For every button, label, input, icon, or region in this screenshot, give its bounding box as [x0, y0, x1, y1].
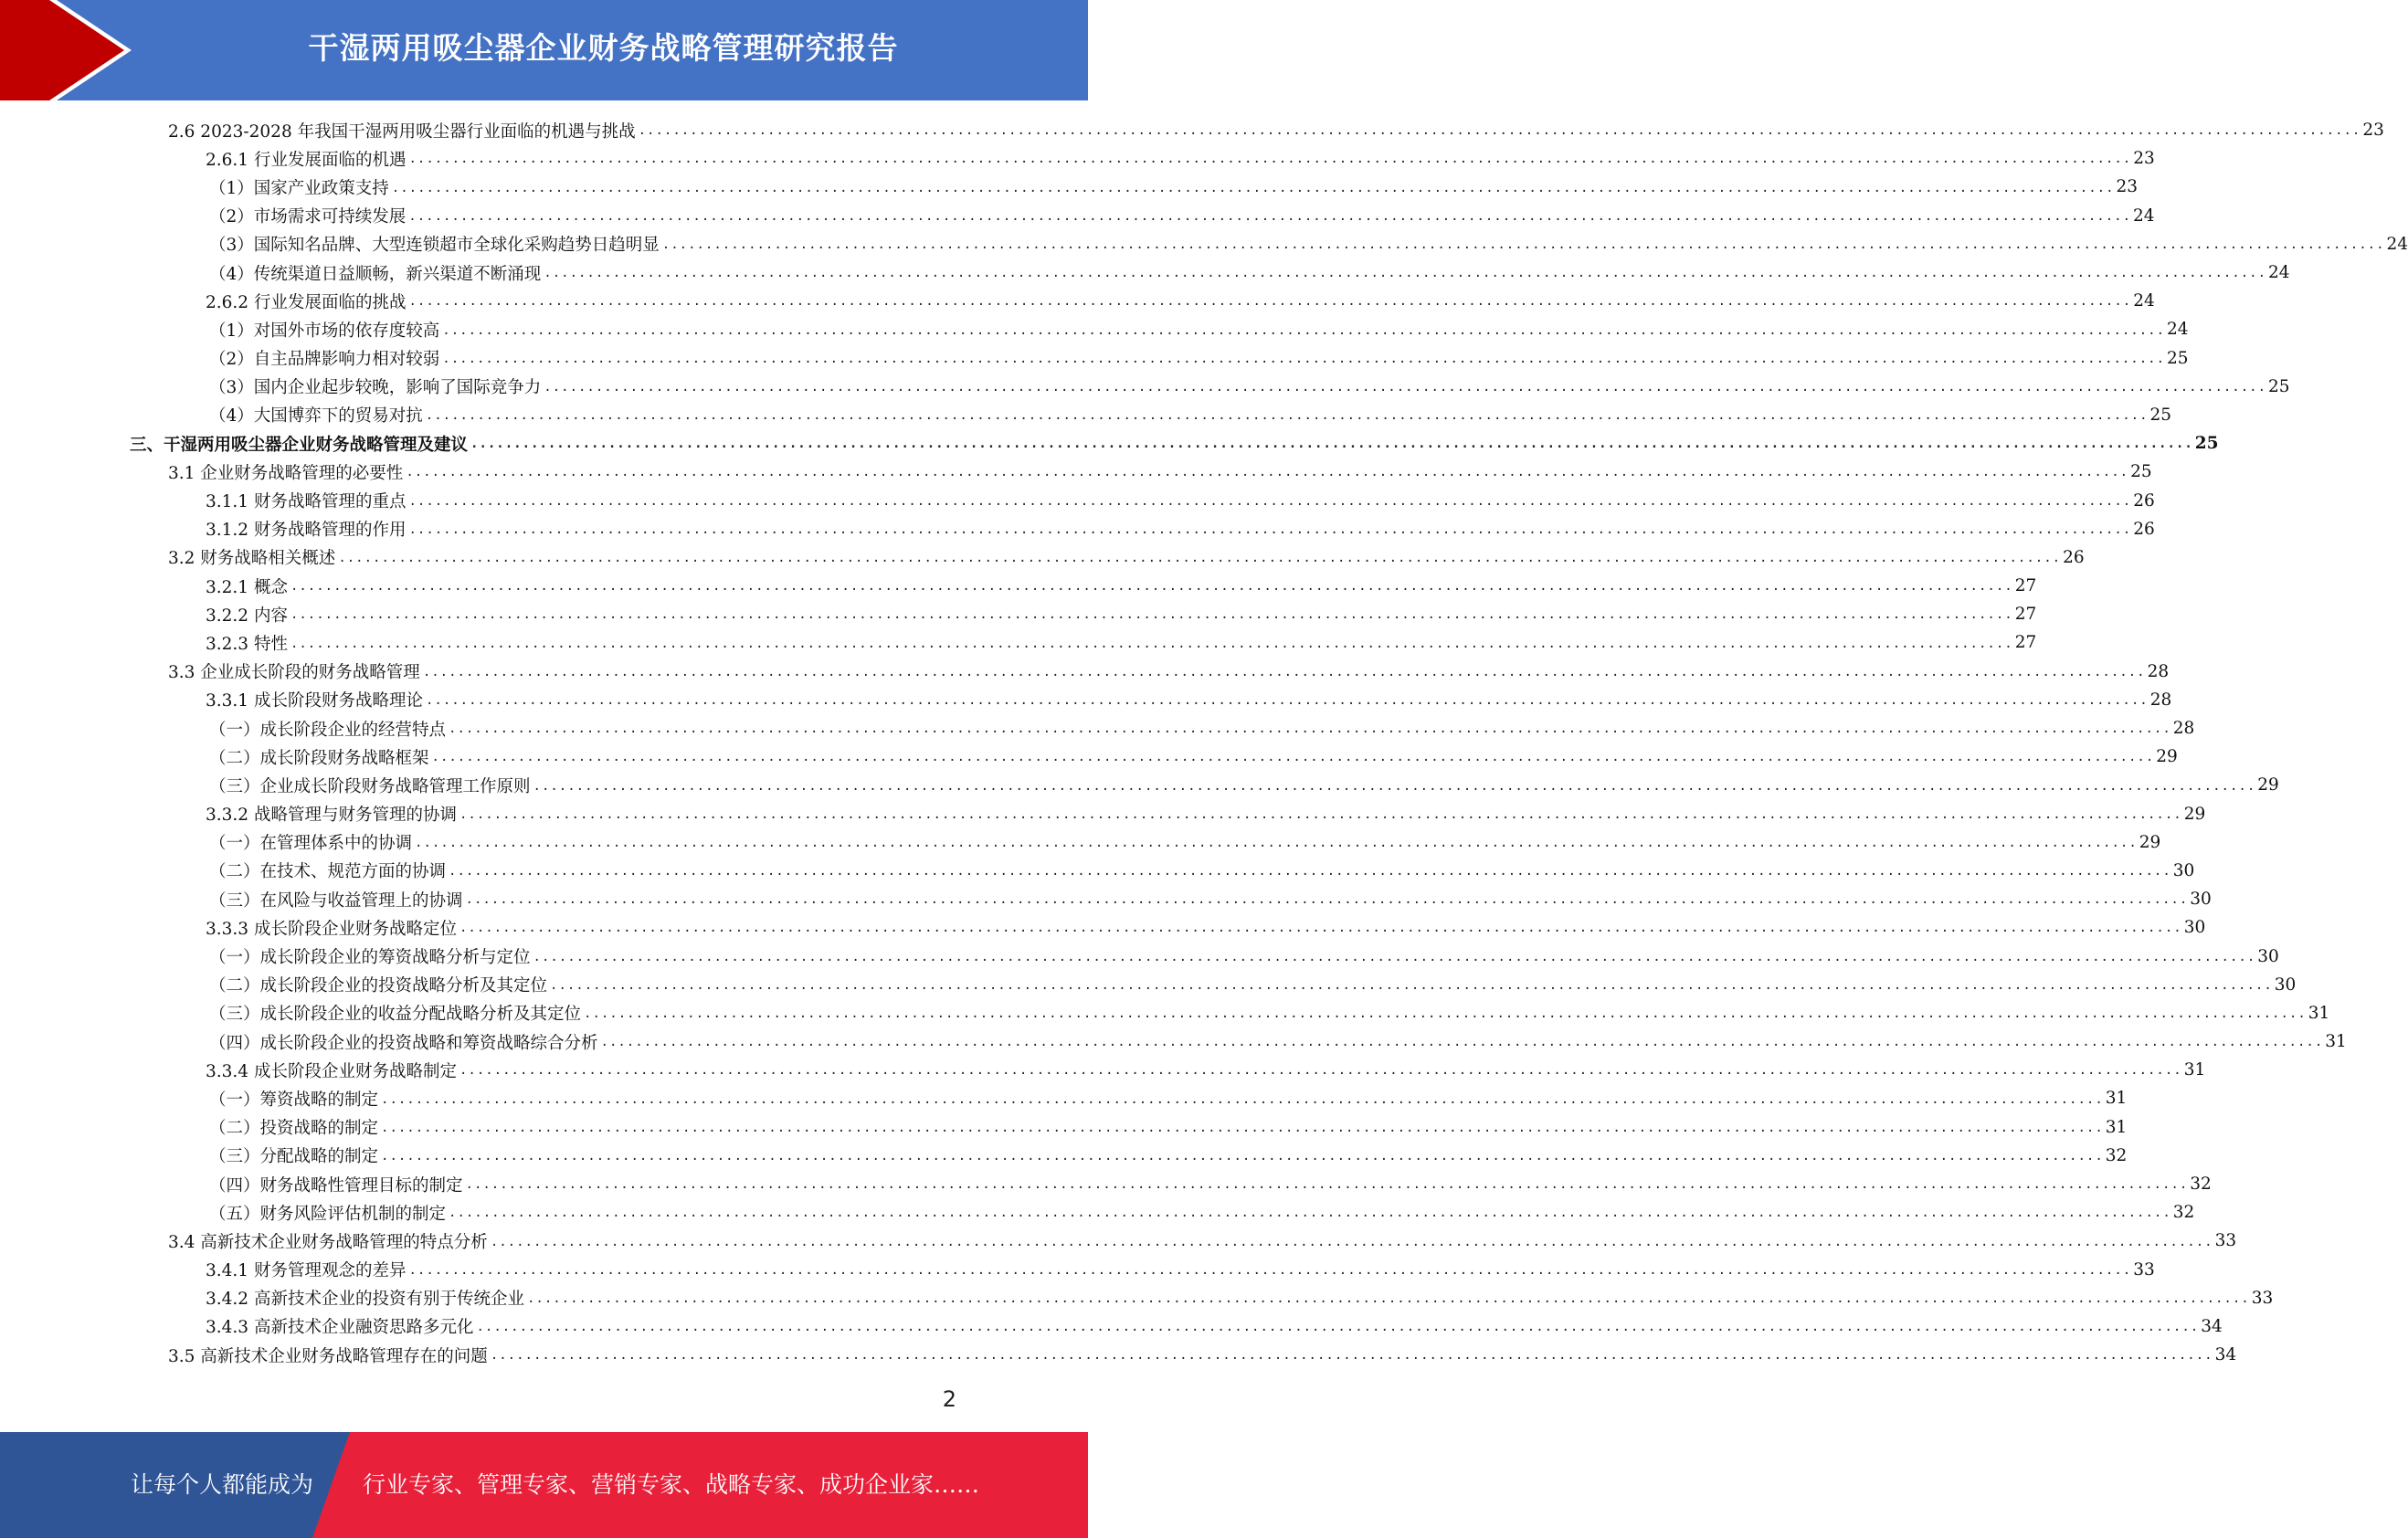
toc-entry-page: 29: [2156, 747, 2178, 767]
toc-entry-page: 24: [2268, 263, 2290, 283]
toc-leader-dots: ........................................................................................................................................................................................................: [408, 493, 2132, 509]
toc-entry[interactable]: [0, 1170, 2212, 1198]
toc-leader-dots: ........................................................................................................................................................................................................: [290, 636, 2013, 651]
toc-entry-page: 32: [2190, 1175, 2212, 1195]
footer-slogan-left: 让每个人都能成为: [131, 1471, 314, 1498]
toc-entry-title: 3.3.4 成长阶段企业财务战略制定: [206, 1061, 457, 1081]
toc-entry[interactable]: [0, 1027, 2347, 1056]
report-title: 干湿两用吸尘器企业财务战略管理研究报告: [308, 30, 899, 66]
toc-entry-page: 28: [2147, 661, 2170, 681]
toc-entry-page: 27: [2014, 633, 2037, 653]
page-number: 2: [942, 1386, 956, 1412]
toc-leader-dots: ........................................................................................................................................................................................................: [408, 294, 2132, 310]
toc-leader-dots: ........................................................................................................................................................................................................: [490, 1234, 2213, 1249]
toc-entry[interactable]: [0, 913, 2206, 942]
toc-entry-title: （一）成长阶段企业的经营特点: [209, 720, 447, 740]
toc-entry-title: 2.6.2 行业发展面临的挑战: [206, 292, 407, 312]
toc-leader-dots: ........................................................................................................................................................................................................: [425, 692, 2149, 708]
toc-leader-dots: ........................................................................................................................................................................................................: [408, 1262, 2132, 1278]
toc-entry[interactable]: [0, 1341, 2237, 1369]
toc-entry-title: （一）筹资战略的制定: [209, 1090, 379, 1110]
toc-entry[interactable]: [0, 1142, 2128, 1170]
toc-entry[interactable]: [0, 116, 2384, 144]
toc-leader-dots: ........................................................................................................................................................................................................: [470, 437, 2193, 452]
toc-leader-dots: ........................................................................................................................................................................................................: [550, 977, 2273, 993]
toc-entry-page: 29: [2183, 804, 2206, 824]
toc-entry-page: 30: [2183, 918, 2206, 938]
toc-entry-page: 28: [2172, 719, 2195, 739]
toc-entry-title: 3.4.3 高新技术企业融资思路多元化: [206, 1318, 474, 1338]
toc-entry[interactable]: [0, 515, 2155, 543]
toc-entry[interactable]: [0, 942, 2279, 970]
toc-leader-dots: ........................................................................................................................................................................................................: [449, 722, 2171, 737]
toc-entry-title: 3.3.3 成长阶段企业财务战略定位: [206, 919, 457, 939]
toc-entry-title: （三）成长阶段企业的收益分配战略分析及其定位: [209, 1005, 582, 1025]
header-arrow-decoration: [0, 0, 146, 100]
toc-entry-title: （三）在风险与收益管理上的协调: [209, 890, 463, 911]
toc-entry[interactable]: [0, 800, 2206, 828]
toc-entry[interactable]: [0, 771, 2279, 799]
toc-entry-page: 31: [2308, 1003, 2330, 1023]
toc-leader-dots: ........................................................................................................................................................................................................: [415, 835, 2138, 850]
toc-entry-page: 34: [2214, 1345, 2237, 1365]
toc-leader-dots: ........................................................................................................................................................................................................: [600, 1035, 2324, 1050]
toc-entry[interactable]: [0, 429, 2219, 458]
toc-entry-title: （三）分配战略的制定: [209, 1147, 379, 1167]
toc-leader-dots: ........................................................................................................................................................................................................: [459, 1063, 2182, 1079]
toc-leader-dots: ........................................................................................................................................................................................................: [465, 892, 2189, 908]
toc-leader-dots: ........................................................................................................................................................................................................: [465, 1177, 2189, 1193]
toc-leader-dots: ........................................................................................................................................................................................................: [406, 465, 2129, 480]
toc-leader-dots: ........................................................................................................................................................................................................: [584, 1006, 2307, 1021]
toc-entry[interactable]: [0, 315, 2189, 343]
toc-entry-title: （二）成长阶段财务战略框架: [209, 748, 429, 768]
toc-entry-title: 2.6.1 行业发展面临的机遇: [206, 150, 407, 170]
toc-entry-title: 3.2.3 特性: [206, 634, 288, 654]
toc-entry-title: （四）成长阶段企业的投资战略和筹资战略综合分析: [209, 1033, 598, 1053]
toc-entry-title: 3.1.2 财务战略管理的作用: [206, 521, 407, 541]
toc-entry-page: 31: [2105, 1089, 2128, 1109]
toc-entry[interactable]: [0, 344, 2189, 373]
toc-entry[interactable]: [0, 885, 2212, 913]
toc-entry[interactable]: [0, 600, 2037, 628]
toc-entry[interactable]: [0, 1113, 2128, 1142]
toc-entry-page: 24: [2133, 291, 2155, 311]
toc-entry-page: 23: [2116, 177, 2139, 197]
toc-leader-dots: ........................................................................................................................................................................................................: [381, 1091, 2104, 1107]
toc-entry-title: （1）对国外市场的依存度较高: [209, 321, 440, 341]
toc-entry-page: 30: [2274, 974, 2297, 995]
toc-entry[interactable]: [0, 543, 2085, 572]
toc-entry-page: 32: [2172, 1203, 2195, 1223]
toc-entry-page: 25: [2149, 405, 2172, 425]
toc-entry[interactable]: [0, 686, 2172, 714]
toc-entry-title: 3.2.2 内容: [206, 606, 288, 626]
toc-entry-page: 31: [2325, 1032, 2347, 1052]
toc-leader-dots: ........................................................................................................................................................................................................: [459, 921, 2182, 936]
toc-entry-page: 33: [2133, 1259, 2155, 1280]
toc-leader-dots: ........................................................................................................................................................................................................: [408, 208, 2132, 224]
page-header: [0, 0, 1088, 100]
toc-entry-title: 3.2 财务战略相关概述: [168, 549, 336, 569]
toc-entry-page: 32: [2105, 1145, 2128, 1165]
toc-entry-title: 三、干湿两用吸尘器企业财务战略管理及建议: [130, 435, 469, 455]
toc-entry-title: （一）在管理体系中的协调: [209, 834, 413, 854]
toc-entry-page: 30: [2257, 946, 2279, 966]
toc-leader-dots: ........................................................................................................................................................................................................: [442, 322, 2166, 338]
toc-entry[interactable]: [0, 1312, 2223, 1341]
toc-entry-page: 25: [2130, 462, 2152, 482]
toc-entry[interactable]: [0, 486, 2155, 514]
toc-entry-title: （三）企业成长阶段财务战略管理工作原则: [209, 776, 531, 796]
toc-leader-dots: ........................................................................................................................................................................................................: [459, 806, 2182, 822]
toc-entry-title: （五）财务风险评估机制的制定: [209, 1204, 447, 1224]
toc-entry-title: （四）财务战略性管理目标的制定: [209, 1175, 463, 1196]
toc-entry-page: 29: [2139, 832, 2161, 852]
toc-entry-page: 27: [2014, 605, 2037, 625]
toc-leader-dots: ........................................................................................................................................................................................................: [533, 778, 2256, 794]
toc-leader-dots: ........................................................................................................................................................................................................: [381, 1120, 2104, 1135]
toc-entry[interactable]: [0, 1084, 2128, 1112]
toc-leader-dots: ........................................................................................................................................................................................................: [391, 180, 2115, 195]
toc-leader-dots: ........................................................................................................................................................................................................: [408, 152, 2132, 167]
toc-entry-title: 3.1.1 财务战略管理的重点: [206, 492, 407, 512]
toc-entry[interactable]: [0, 258, 2290, 287]
toc-entry[interactable]: [0, 572, 2037, 600]
toc-entry-page: 24: [2386, 234, 2408, 254]
footer-slogan-right: 行业专家、管理专家、营销专家、战略专家、成功企业家……: [363, 1471, 980, 1498]
toc-entry-page: 26: [2133, 490, 2155, 511]
toc-entry-page: 33: [2251, 1288, 2274, 1308]
toc-entry-title: （4）大国博弈下的贸易对抗: [209, 406, 423, 427]
toc-entry-page: 31: [2105, 1117, 2128, 1137]
toc-leader-dots: ........................................................................................................................................................................................................: [431, 750, 2155, 765]
toc-leader-dots: ........................................................................................................................................................................................................: [449, 864, 2171, 880]
toc-entry[interactable]: [0, 401, 2172, 429]
toc-entry-title: （二）成长阶段企业的投资战略分析及其定位: [209, 976, 548, 996]
toc-entry-title: （二）投资战略的制定: [209, 1119, 379, 1139]
toc-entry[interactable]: [0, 1227, 2237, 1255]
toc-entry-page: 33: [2214, 1231, 2237, 1251]
toc-leader-dots: ........................................................................................................................................................................................................: [544, 266, 2267, 281]
toc-entry-page: 31: [2183, 1060, 2206, 1080]
toc-entry[interactable]: [0, 828, 2161, 857]
toc-entry-page: 30: [2172, 860, 2195, 880]
toc-entry[interactable]: [0, 173, 2139, 201]
toc-entry-page: 34: [2201, 1316, 2223, 1336]
toc-leader-dots: ........................................................................................................................................................................................................: [449, 1206, 2171, 1221]
table-of-contents: [0, 116, 2408, 1369]
toc-entry-page: 24: [2167, 320, 2189, 340]
toc-leader-dots: ........................................................................................................................................................................................................: [290, 579, 2013, 595]
toc-entry[interactable]: [0, 458, 2152, 486]
toc-entry[interactable]: [0, 230, 2408, 258]
toc-entry-title: （2）自主品牌影响力相对较弱: [209, 350, 440, 370]
page-footer: [0, 1432, 1088, 1538]
toc-entry[interactable]: [0, 1284, 2274, 1312]
toc-entry[interactable]: [0, 1056, 2206, 1084]
toc-leader-dots: ........................................................................................................................................................................................................: [408, 521, 2132, 537]
toc-entry[interactable]: [0, 1198, 2195, 1227]
toc-entry-title: 3.4.2 高新技术企业的投资有别于传统企业: [206, 1290, 524, 1310]
toc-entry-title: （3）国内企业起步较晚，影响了国际竞争力: [209, 378, 542, 398]
toc-entry[interactable]: [0, 857, 2195, 885]
toc-entry-title: 3.5 高新技术企业财务战略管理存在的问题: [168, 1346, 488, 1366]
toc-entry[interactable]: [0, 971, 2297, 999]
toc-entry-page: 26: [2133, 519, 2155, 539]
toc-entry-page: 28: [2149, 690, 2172, 710]
toc-entry-title: 3.2.1 概念: [206, 577, 288, 597]
toc-entry-page: 23: [2362, 121, 2384, 141]
toc-leader-dots: ........................................................................................................................................................................................................: [338, 551, 2062, 565]
toc-leader-dots: ........................................................................................................................................................................................................: [661, 237, 2385, 252]
toc-entry-title: 3.3 企业成长阶段的财务战略管理: [168, 663, 420, 683]
toc-entry-page: 27: [2014, 576, 2037, 596]
toc-entry-page: 26: [2063, 547, 2085, 567]
toc-entry[interactable]: [0, 628, 2037, 657]
toc-entry-title: （3）国际知名品牌、大型连锁超市全球化采购趋势日趋明显: [209, 236, 660, 256]
toc-entry[interactable]: [0, 144, 2155, 173]
toc-leader-dots: ........................................................................................................................................................................................................: [544, 379, 2267, 395]
toc-entry-title: （一）成长阶段企业的筹资战略分析与定位: [209, 948, 531, 968]
toc-leader-dots: ........................................................................................................................................................................................................: [526, 1290, 2250, 1306]
toc-leader-dots: ........................................................................................................................................................................................................: [442, 351, 2166, 366]
toc-entry-title: 2.6 2023-2028 年我国干湿两用吸尘器行业面临的机遇与挑战: [168, 121, 636, 142]
toc-leader-dots: ........................................................................................................................................................................................................: [638, 123, 2361, 139]
toc-leader-dots: ........................................................................................................................................................................................................: [425, 408, 2149, 424]
toc-entry-page: 23: [2133, 149, 2155, 169]
toc-entry-title: （1）国家产业政策支持: [209, 178, 389, 198]
toc-leader-dots: ........................................................................................................................................................................................................: [381, 1148, 2104, 1164]
toc-entry-title: 3.4 高新技术企业财务战略管理的特点分析: [168, 1232, 488, 1252]
toc-entry-page: 25: [2194, 434, 2219, 454]
toc-entry[interactable]: [0, 1256, 2155, 1284]
toc-entry[interactable]: [0, 202, 2155, 230]
toc-leader-dots: ........................................................................................................................................................................................................: [490, 1348, 2213, 1364]
toc-entry-page: 30: [2190, 890, 2212, 910]
toc-entry-title: 3.4.1 财务管理观念的差异: [206, 1261, 407, 1281]
toc-leader-dots: ........................................................................................................................................................................................................: [422, 664, 2146, 679]
toc-entry[interactable]: [0, 714, 2195, 743]
toc-entry-title: 3.1 企业财务战略管理的必要性: [168, 463, 404, 483]
toc-entry-title: 3.3.2 战略管理与财务管理的协调: [206, 806, 457, 826]
toc-entry[interactable]: [0, 999, 2330, 1027]
toc-entry[interactable]: [0, 743, 2178, 771]
toc-entry-title: （4）传统渠道日益顺畅，新兴渠道不断涌现: [209, 264, 542, 284]
toc-entry-page: 29: [2257, 775, 2279, 795]
toc-entry[interactable]: [0, 287, 2155, 315]
toc-leader-dots: ........................................................................................................................................................................................................: [290, 607, 2013, 623]
toc-leader-dots: ........................................................................................................................................................................................................: [476, 1320, 2200, 1335]
toc-entry-page: 25: [2268, 376, 2290, 396]
toc-entry[interactable]: [0, 658, 2170, 686]
toc-entry-title: （2）市场需求可持续发展: [209, 207, 407, 227]
toc-entry[interactable]: [0, 373, 2290, 401]
toc-entry-page: 25: [2167, 348, 2189, 368]
toc-entry-page: 24: [2133, 205, 2155, 226]
toc-entry-title: 3.3.1 成长阶段财务战略理论: [206, 691, 423, 711]
toc-entry-title: （二）在技术、规范方面的协调: [209, 862, 447, 882]
toc-leader-dots: ........................................................................................................................................................................................................: [533, 949, 2256, 964]
